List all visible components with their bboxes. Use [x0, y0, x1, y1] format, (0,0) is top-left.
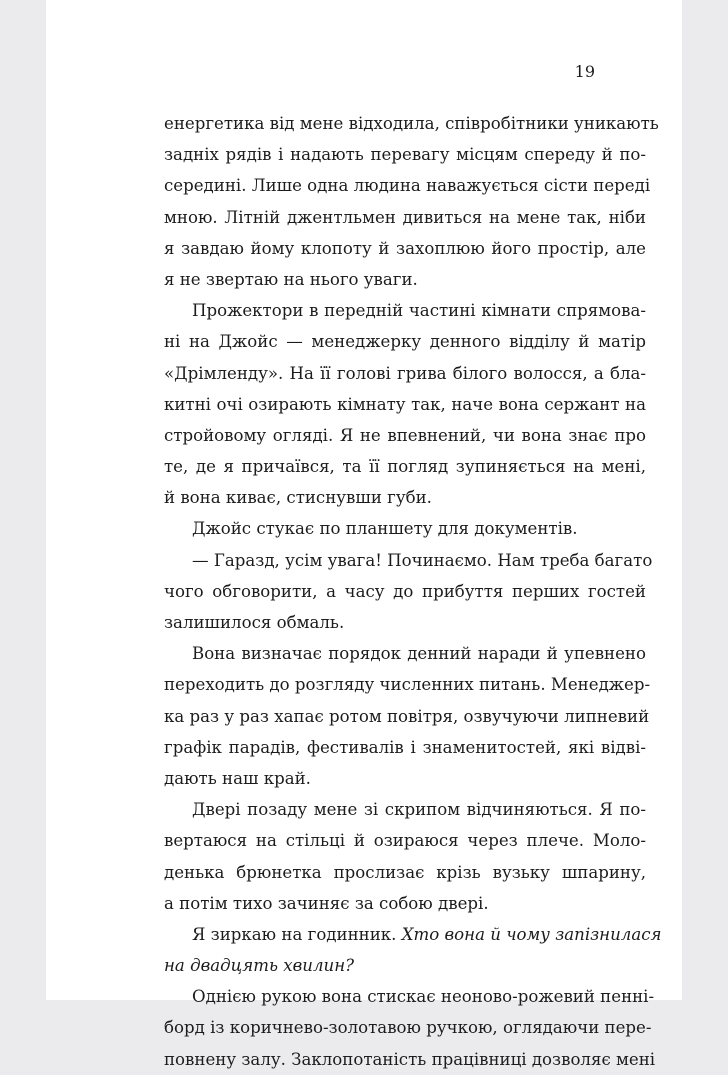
text-line: дають наш край.: [164, 768, 311, 788]
text-line: переходить до розгляду численних питань. Менеджер-: [164, 675, 651, 695]
text-line: [164, 950, 646, 981]
page-number: 19: [574, 62, 595, 81]
text-line: китні очі озирають кімнату так, наче вона сержант на: [164, 394, 646, 414]
text-line: я не звертаю на нього уваги.: [164, 269, 418, 289]
text-line: Двері позаду мене зі скрипом відчиняються. Я по-: [192, 800, 646, 820]
text-line: — Гаразд, усім увага! Починаємо. Нам треба багато: [192, 550, 653, 570]
text-line: енергетика від мене відходила, співробітники уникають: [164, 114, 659, 133]
text-line: середині. Лише одна людина наважується сісти переді: [164, 176, 651, 196]
text-line: [164, 919, 662, 950]
text-line: денька брюнетка прослизає крізь вузьку шпарину,: [164, 862, 646, 882]
text-line: те, де я причаївся, та її погляд зупиняється на мені,: [164, 457, 646, 477]
text-line: ка раз у раз хапає ротом повітря, озвучуючи липневий: [164, 706, 650, 726]
text-line: задніх рядів і надають перевагу місцям спереду й по-: [164, 145, 646, 165]
text-span: Я зиркаю на годинник.: [192, 924, 397, 944]
text-line: я завдаю йому клопоту й захоплюю його простір, але: [164, 238, 646, 258]
text-line: ні на Джойс — менеджерку денного відділу й матір: [164, 332, 646, 352]
italic-thought: на двадцять хвилин?: [164, 956, 355, 976]
book-page: [46, 0, 682, 1069]
text-line: Однією рукою вона стискає неоново-рожевий пенні-: [192, 987, 655, 1007]
text-line: чого обговорити, а часу до прибуття перших гостей: [164, 581, 646, 601]
text-line: Джойс стукає по планшету для документів.: [192, 519, 578, 539]
text-line: Вона визначає порядок денний наради й упевнено: [192, 644, 646, 664]
text-line: графік парадів, фестивалів і знаменитостей, які відві-: [164, 737, 646, 757]
text-line: Прожектори в передній частині кімнати спрямова-: [192, 301, 646, 321]
text-line: стройовому огляді. Я не впевнений, чи вона знає про: [164, 425, 646, 445]
body-text: [164, 108, 662, 1075]
text-line: борд із коричнево-золотавою ручкою, оглядаючи пере-: [164, 1018, 652, 1038]
italic-thought: Хто вона й чому запізнилася: [401, 924, 662, 944]
text-line: вертаюся на стільці й озираюся через плече. Моло-: [164, 831, 646, 851]
text-line: залишилося обмаль.: [164, 613, 345, 632]
text-line: а потім тихо зачиняє за собою двері.: [164, 893, 489, 913]
text-line: мною. Літній джентльмен дивиться на мене так, ніби: [164, 207, 646, 227]
text-line: й вона киває, стиснувши губи.: [164, 488, 432, 508]
text-line: повнену залу. Заклопотаність працівниці дозволяє мені: [164, 1049, 656, 1069]
text-line: «Дрімленду». На її голові грива білого волосся, а бла-: [164, 363, 646, 383]
